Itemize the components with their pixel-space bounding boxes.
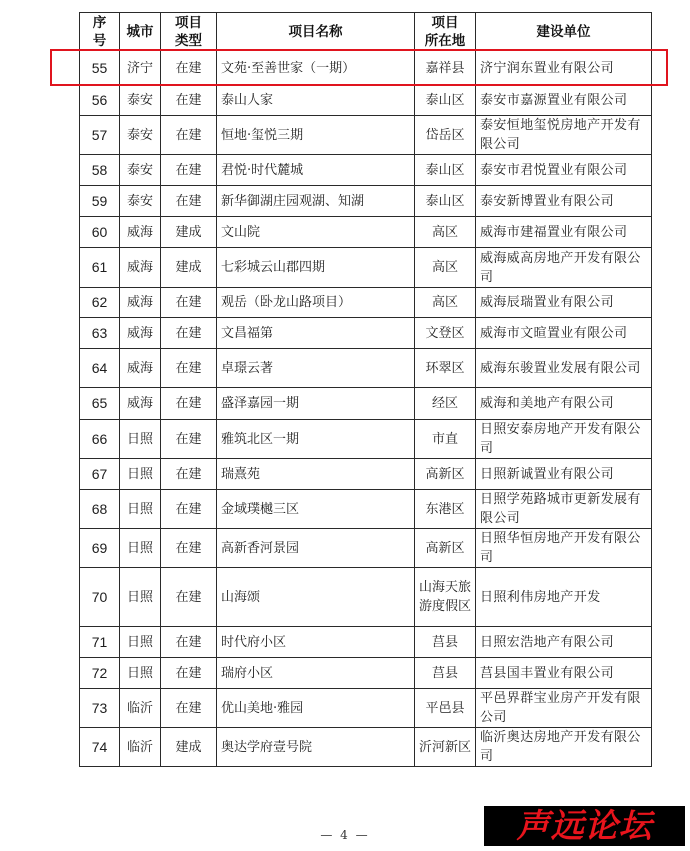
cell-builder: 威海东骏置业发展有限公司 [476,349,652,388]
cell-num: 62 [80,288,120,318]
cell-location: 泰山区 [415,155,476,186]
cell-city: 日照 [120,459,161,490]
cell-city: 日照 [120,627,161,658]
cell-name: 优山美地·雅园 [217,689,415,728]
header-location-line2: 所在地 [424,32,466,49]
cell-builder: 日照利伟房地产开发 [476,568,652,627]
cell-type: 在建 [161,288,217,318]
projects-table [79,12,652,767]
cell-location: 高区 [415,288,476,318]
cell-location: 嘉祥县 [415,51,476,86]
cell-location: 沂河新区 [415,728,476,767]
table-row [80,689,652,728]
cell-type: 建成 [161,217,217,248]
cell-city: 日照 [120,529,161,568]
table-row [80,459,652,490]
cell-num: 55 [80,51,120,86]
header-num-line2: 号 [92,32,107,49]
cell-builder: 日照新诚置业有限公司 [476,459,652,490]
cell-num: 56 [80,86,120,116]
cell-location: 泰山区 [415,86,476,116]
cell-type: 在建 [161,568,217,627]
table-row [80,86,652,116]
cell-name: 恒地·玺悦三期 [217,116,415,155]
cell-name: 时代府小区 [217,627,415,658]
cell-location: 环翠区 [415,349,476,388]
cell-type: 在建 [161,490,217,529]
table-header-row [80,13,652,51]
cell-location: 经区 [415,388,476,420]
cell-name: 金域璞樾三区 [217,490,415,529]
table-row [80,349,652,388]
cell-num: 64 [80,349,120,388]
cell-city: 日照 [120,490,161,529]
cell-city: 威海 [120,318,161,349]
table-row [80,658,652,689]
cell-city: 日照 [120,658,161,689]
cell-city: 泰安 [120,155,161,186]
cell-location: 山海天旅游度假区 [415,568,476,627]
cell-location: 东港区 [415,490,476,529]
cell-type: 在建 [161,658,217,689]
cell-location: 市直 [415,420,476,459]
cell-num: 74 [80,728,120,767]
table-row [80,288,652,318]
cell-location: 莒县 [415,627,476,658]
cell-type: 建成 [161,728,217,767]
cell-name: 七彩城云山郡四期 [217,248,415,288]
header-name: 项目名称 [217,13,415,51]
cell-city: 威海 [120,388,161,420]
cell-type: 在建 [161,388,217,420]
header-num [80,13,120,51]
table-row [80,318,652,349]
header-num-line1: 序 [92,14,107,31]
cell-city: 济宁 [120,51,161,86]
cell-num: 61 [80,248,120,288]
cell-builder: 威海威高房地产开发有限公司 [476,248,652,288]
cell-builder: 威海市文暄置业有限公司 [476,318,652,349]
cell-location: 平邑县 [415,689,476,728]
cell-city: 威海 [120,288,161,318]
table-row [80,51,652,86]
table-row [80,568,652,627]
table-row [80,155,652,186]
cell-city: 泰安 [120,186,161,217]
cell-name: 卓璟云著 [217,349,415,388]
cell-builder: 泰安市嘉源置业有限公司 [476,86,652,116]
table-row [80,420,652,459]
table-row [80,388,652,420]
header-location [415,13,476,51]
cell-builder: 威海和美地产有限公司 [476,388,652,420]
cell-num: 71 [80,627,120,658]
cell-name: 奥达学府壹号院 [217,728,415,767]
cell-builder: 日照华恒房地产开发有限公司 [476,529,652,568]
table-row [80,627,652,658]
cell-type: 在建 [161,186,217,217]
cell-type: 在建 [161,689,217,728]
cell-location: 岱岳区 [415,116,476,155]
cell-num: 70 [80,568,120,627]
header-builder: 建设单位 [476,13,652,51]
cell-type: 在建 [161,627,217,658]
cell-name: 泰山人家 [217,86,415,116]
cell-name: 君悦·时代麓城 [217,155,415,186]
cell-location: 高新区 [415,459,476,490]
cell-num: 65 [80,388,120,420]
cell-city: 威海 [120,349,161,388]
cell-builder: 泰安恒地玺悦房地产开发有限公司 [476,116,652,155]
cell-name: 文苑·至善世家（一期） [217,51,415,86]
cell-name: 山海颂 [217,568,415,627]
cell-builder: 莒县国丰置业有限公司 [476,658,652,689]
header-type-line2: 类型 [175,32,202,49]
cell-builder: 临沂奥达房地产开发有限公司 [476,728,652,767]
cell-name: 瑞熹苑 [217,459,415,490]
cell-builder: 济宁润东置业有限公司 [476,51,652,86]
cell-location: 文登区 [415,318,476,349]
cell-builder: 泰安新博置业有限公司 [476,186,652,217]
cell-type: 在建 [161,318,217,349]
header-location-line1: 项目 [431,14,459,31]
cell-type: 在建 [161,155,217,186]
cell-location: 高区 [415,217,476,248]
cell-location: 泰山区 [415,186,476,217]
header-type-line1: 项目 [175,14,202,31]
cell-builder: 平邑界群宝业房产开发有限公司 [476,689,652,728]
cell-city: 泰安 [120,86,161,116]
cell-builder: 日照宏浩地产有限公司 [476,627,652,658]
table-row [80,529,652,568]
cell-type: 在建 [161,86,217,116]
cell-num: 73 [80,689,120,728]
page-number: — 4 — [320,828,370,842]
cell-location: 高区 [415,248,476,288]
cell-builder: 泰安市君悦置业有限公司 [476,155,652,186]
cell-num: 69 [80,529,120,568]
cell-city: 泰安 [120,116,161,155]
cell-type: 在建 [161,529,217,568]
cell-name: 文山院 [217,217,415,248]
table-row [80,186,652,217]
cell-type: 在建 [161,116,217,155]
cell-num: 72 [80,658,120,689]
cell-num: 59 [80,186,120,217]
cell-builder: 日照学苑路城市更新发展有限公司 [476,490,652,529]
header-city: 城市 [120,13,161,51]
cell-city: 威海 [120,217,161,248]
table-row [80,490,652,529]
cell-num: 68 [80,490,120,529]
cell-type: 在建 [161,51,217,86]
cell-type: 在建 [161,420,217,459]
cell-location: 高新区 [415,529,476,568]
cell-city: 临沂 [120,728,161,767]
cell-num: 58 [80,155,120,186]
cell-num: 67 [80,459,120,490]
table-row [80,116,652,155]
cell-builder: 日照安泰房地产开发有限公司 [476,420,652,459]
cell-name: 新华御湖庄园观湖、知湖 [217,186,415,217]
cell-name: 高新香河景园 [217,529,415,568]
cell-type: 在建 [161,459,217,490]
table-row [80,728,652,767]
watermark-logo: 声远论坛 [484,806,685,846]
cell-name: 雅筑北区一期 [217,420,415,459]
cell-name: 文昌福第 [217,318,415,349]
cell-num: 63 [80,318,120,349]
cell-type: 建成 [161,248,217,288]
cell-num: 57 [80,116,120,155]
cell-city: 日照 [120,568,161,627]
cell-num: 66 [80,420,120,459]
cell-name: 观岳（卧龙山路项目） [217,288,415,318]
header-type [161,13,217,51]
table-row [80,248,652,288]
table-row [80,217,652,248]
cell-city: 威海 [120,248,161,288]
cell-builder: 威海市建福置业有限公司 [476,217,652,248]
cell-city: 临沂 [120,689,161,728]
cell-num: 60 [80,217,120,248]
table-body [80,51,652,767]
cell-builder: 威海辰瑞置业有限公司 [476,288,652,318]
cell-name: 盛泽嘉园一期 [217,388,415,420]
cell-location: 莒县 [415,658,476,689]
cell-city: 日照 [120,420,161,459]
cell-name: 瑞府小区 [217,658,415,689]
cell-type: 在建 [161,349,217,388]
